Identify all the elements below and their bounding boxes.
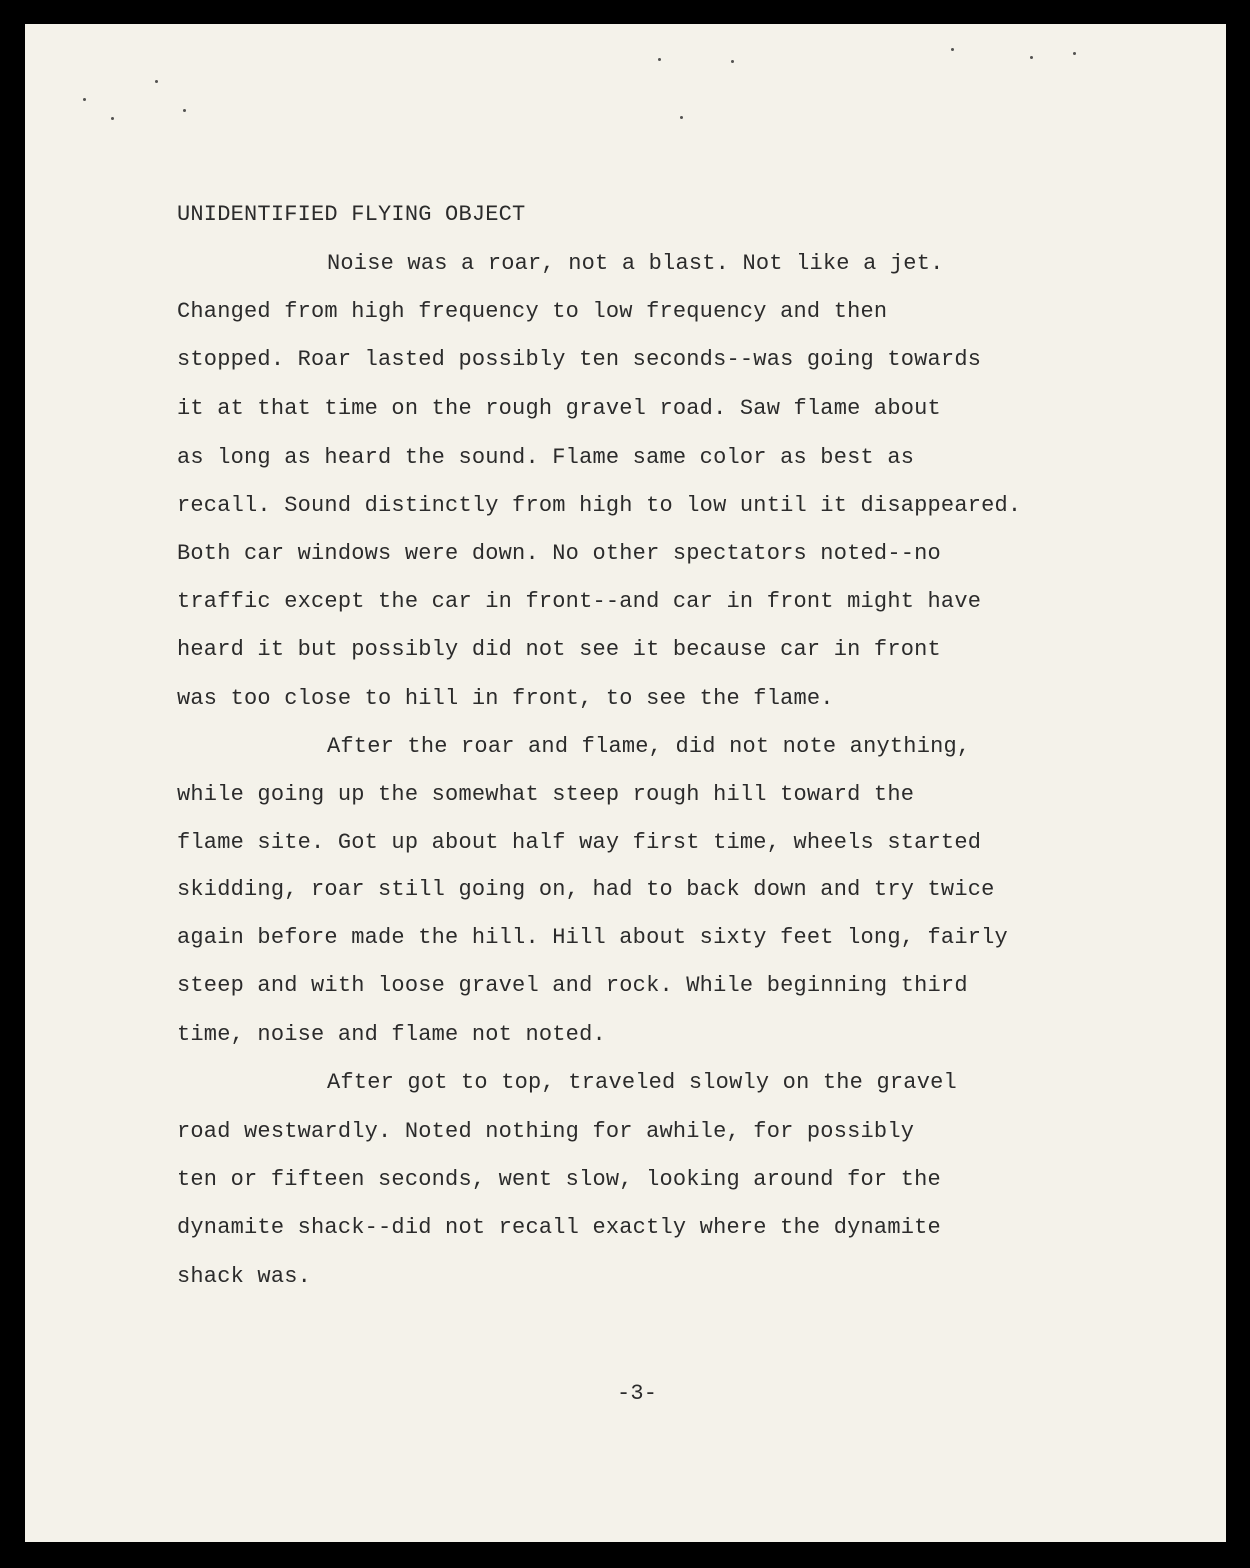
text-line: stopped. Roar lasted possibly ten seconds--was going towards [177, 347, 982, 372]
text-line: flame site. Got up about half way first time, wheels started [177, 830, 982, 855]
text-line: again before made the hill. Hill about sixty feet long, fairly [177, 925, 1008, 950]
text-line: while going up the somewhat steep rough hill toward the [177, 782, 915, 807]
paper-speck [111, 117, 114, 120]
document-heading: UNIDENTIFIED FLYING OBJECT [177, 202, 526, 227]
paper-speck [680, 116, 683, 119]
text-line: After got to top, traveled slowly on the gravel [327, 1070, 957, 1095]
text-line: heard it but possibly did not see it because car in front [177, 637, 941, 662]
text-line: skidding, roar still going on, had to back down and try twice [177, 877, 995, 902]
paper-speck [658, 58, 661, 61]
page-number: -3- [617, 1381, 658, 1406]
paper-speck [1030, 56, 1033, 59]
text-line: shack was. [177, 1264, 312, 1289]
text-line: Both car windows were down. No other spectators noted--no [177, 541, 941, 566]
text-line: was too close to hill in front, to see the flame. [177, 686, 834, 711]
text-line: Changed from high frequency to low frequency and then [177, 299, 888, 324]
text-line: it at that time on the rough gravel road. Saw flame about [177, 396, 941, 421]
text-line: dynamite shack--did not recall exactly where the dynamite [177, 1215, 941, 1240]
paper-speck [951, 48, 954, 51]
text-line: recall. Sound distinctly from high to low until it disappeared. [177, 493, 1022, 518]
text-line: steep and with loose gravel and rock. While beginning third [177, 973, 968, 998]
text-line: ten or fifteen seconds, went slow, looking around for the [177, 1167, 941, 1192]
paper-speck [83, 98, 86, 101]
text-line: as long as heard the sound. Flame same color as best as [177, 445, 915, 470]
text-line: road westwardly. Noted nothing for awhile, for possibly [177, 1119, 915, 1144]
paper-speck [155, 80, 158, 83]
text-line: Noise was a roar, not a blast. Not like a jet. [327, 251, 944, 276]
paper-speck [183, 109, 186, 112]
paper-speck [1073, 52, 1076, 55]
text-line: time, noise and flame not noted. [177, 1022, 606, 1047]
document-page [25, 24, 1226, 1542]
paper-speck [731, 60, 734, 63]
text-line: After the roar and flame, did not note anything, [327, 734, 971, 759]
text-line: traffic except the car in front--and car in front might have [177, 589, 982, 614]
